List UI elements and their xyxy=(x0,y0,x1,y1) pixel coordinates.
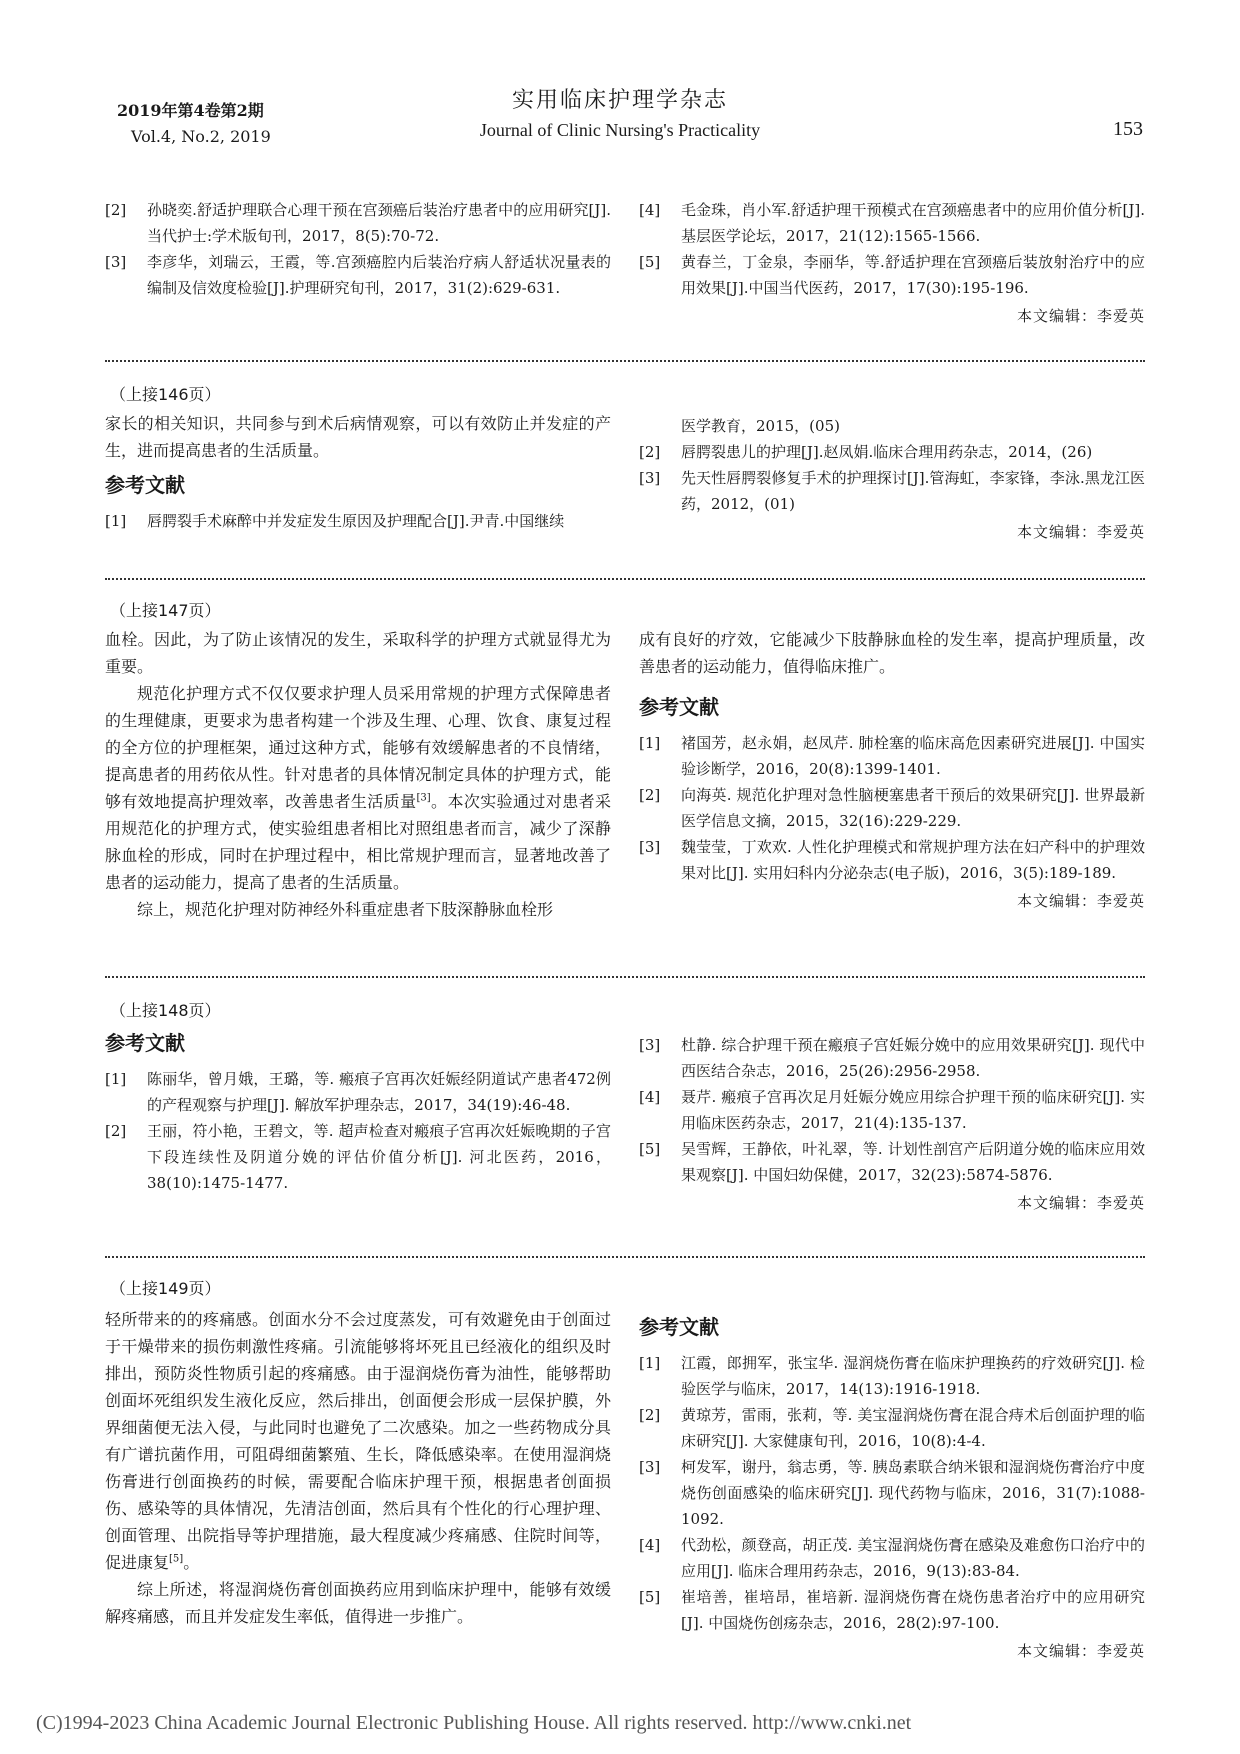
page-number: 153 xyxy=(1113,118,1143,140)
reference-item: [5] 黄春兰，丁金泉，李丽华，等.舒适护理在宫颈癌后装放射治疗中的应用效果[J].中国当代医药，2017，17(30):195-196. xyxy=(639,253,1145,297)
continued-label: （上接149页） xyxy=(110,1279,221,1298)
reference-item: [5] 吴雪辉，王静依，叶礼翠，等. 计划性剖宫产后阴道分娩的临床应用效果观察[J]. 中国妇幼保健，2017，32(23):5874-5876. xyxy=(639,1140,1145,1184)
editor-credit: 本文编辑：李爱英 xyxy=(1016,523,1145,541)
body-paragraph: 综上，规范化护理对防神经外科重症患者下肢深静脉血栓形 xyxy=(137,900,554,919)
reference-item: [2] 孙晓奕.舒适护理联合心理干预在宫颈癌后装治疗患者中的应用研究[J].当代护士:学术版旬刊，2017，8(5):70-72. xyxy=(105,201,611,245)
reference-item: [3] 先天性唇腭裂修复手术的护理探讨[J].管海虹，李家锋，李泳.黑龙江医药，2012，(01) xyxy=(639,469,1145,513)
reference-item: [5] 崔培善，崔培昂，崔培新. 湿润烧伤膏在烧伤患者治疗中的应用研究[J]. 中国烧伤创疡杂志，2016，28(2):97-100. xyxy=(639,1588,1145,1632)
section-divider xyxy=(105,578,1145,580)
reference-item: [3] 柯发军，谢丹，翁志勇，等. 胰岛素联合纳米银和湿润烧伤膏治疗中度烧伤创面感染的临床研究[J]. 现代药物与临床，2016，31(7):1088-1092. xyxy=(639,1458,1145,1528)
section-divider xyxy=(105,976,1145,978)
issue-en: Vol.4, No.2, 2019 xyxy=(131,127,271,146)
reference-item: [1] 陈丽华，曾月娥，王璐，等. 瘢痕子宫再次妊娠经阴道试产患者472例的产程观察与护理[J]. 解放军护理杂志，2017，34(19):46-48. xyxy=(105,1070,611,1114)
references-heading: 参考文献 xyxy=(639,1315,719,1339)
reference-item: [4] 聂芹. 瘢痕子宫再次足月妊娠分娩应用综合护理干预的临床研究[J]. 实用临床医药杂志，2017，21(4):135-137. xyxy=(639,1088,1145,1132)
editor-credit: 本文编辑：李爱英 xyxy=(1016,307,1145,325)
body-paragraph: 家长的相关知识，共同参与到术后病情观察，可以有效防止并发症的产生，进而提高患者的生活质量。 xyxy=(105,414,611,460)
journal-title-en: Journal of Clinic Nursing's Practicality xyxy=(479,120,761,140)
editor-credit: 本文编辑：李爱英 xyxy=(1016,892,1145,910)
sec2-left xyxy=(105,410,611,534)
issue-cn: 2019年第4卷第2期 xyxy=(117,101,264,120)
journal-title xyxy=(0,84,1240,142)
sec1-left-refs xyxy=(105,197,611,301)
reference-item: [1] 江霞，郎拥军，张宝华. 湿润烧伤膏在临床护理换药的疗效研究[J]. 检验医学与临床，2017，14(13):1916-1918. xyxy=(639,1354,1145,1398)
reference-item: [2] 黄琼芳，雷雨，张莉，等. 美宝湿润烧伤膏在混合痔术后创面护理的临床研究[J]. 大家健康旬刊，2016，10(8):4-4. xyxy=(639,1406,1145,1450)
reference-item: [2] 王丽，符小艳，王碧文，等. 超声检查对瘢痕子宫再次妊娠晚期的子宫下段连续性及阴道分娩的评估价值分析[J]. 河北医药，2016，38(10):1475-1477. xyxy=(105,1122,611,1192)
body-paragraph: 轻所带来的的疼痛感。创面水分不会过度蒸发，可有效避免由于创面过于干燥带来的损伤刺激性疼痛。引流能够将坏死且已经液化的组织及时排出，预防炎性物质引起的疼痛感。由于湿润烧伤膏为油性，能够帮助创面坏死组织发生液化反应，然后排出，创面便会形成一层保护膜，外界细菌便无法入侵，与此同时也避免了二次感染。加之一些药物成分具有广谱抗菌作用，可阻碍细菌繁殖、生长，降低感染率。在使用湿润烧伤膏进行创面换药的时候，需要配合临床护理干预，根据患者创面损伤、感染等的具体情况，先清洁创面，然后具有个性化的行心理护理、创面管理、出院指导等护理措施，最大程度减少疼痛感、住院时间等，促进康复[5]。 xyxy=(105,1310,611,1572)
continued-label: （上接147页） xyxy=(110,601,221,620)
body-paragraph: 规范化护理方式不仅仅要求护理人员采用常规的护理方式保障患者的生理健康，更要求为患者构建一个涉及生理、心理、饮食、康复过程的全方位的护理框架，通过这种方式，能够有效缓解患者的不良情绪，提高患者的用药依从性。针对患者的具体情况制定具体的护理方式，能够有效地提高护理效率，改善患者生活质量[3]。本次实验通过对患者采用规范化的护理方式，使实验组患者相比对照组患者而言，减少了深静脉血栓的形成，同时在护理过程中，相比常规护理而言，显著地改善了患者的运动能力，提高了患者的生活质量。 xyxy=(105,684,611,892)
reference-item: [3] 李彦华，刘瑞云，王霞，等.宫颈癌腔内后装治疗病人舒适状况量表的编制及信效度检验[J].护理研究旬刊，2017，31(2):629-631. xyxy=(105,253,611,297)
editor-credit: 本文编辑：李爱英 xyxy=(1016,1194,1145,1212)
reference-item: [3] 杜静. 综合护理干预在瘢痕子宫妊娠分娩中的应用效果研究[J]. 现代中西医结合杂志，2016，25(26):2956-2958. xyxy=(639,1036,1145,1080)
reference-item: 医学教育，2015，(05) xyxy=(681,417,840,435)
section-divider xyxy=(105,1256,1145,1258)
section-divider xyxy=(105,360,1145,362)
continued-label: （上接148页） xyxy=(110,1001,221,1020)
sec5-left xyxy=(105,1306,611,1630)
copyright-footer: (C)1994-2023 China Academic Journal Electronic Publishing House. All rights reserved. http://www.cnki.net xyxy=(36,1712,912,1734)
reference-item: [4] 毛金珠，肖小军.舒适护理干预模式在宫颈癌患者中的应用价值分析[J].基层医学论坛，2017，21(12):1565-1566. xyxy=(639,201,1145,245)
reference-item: [2] 唇腭裂患儿的护理[J].赵凤娟.临床合理用药杂志，2014，(26) xyxy=(639,443,1093,461)
references-heading: 参考文献 xyxy=(105,1031,185,1055)
sec2-right-refs xyxy=(639,413,1145,545)
body-paragraph: 成有良好的疗效，它能减少下肢静脉血栓的发生率，提高护理质量，改善患者的运动能力，值得临床推广。 xyxy=(639,630,1145,676)
sec3-left xyxy=(105,626,611,923)
sec3-right xyxy=(639,626,1145,914)
journal-title-cn: 实用临床护理学杂志 xyxy=(511,88,728,113)
sec5-right xyxy=(639,1306,1145,1664)
reference-item: [2] 向海英. 规范化护理对急性脑梗塞患者干预后的效果研究[J]. 世界最新医学信息文摘，2015，32(16):229-229. xyxy=(639,786,1145,830)
sec4-left xyxy=(105,1022,611,1196)
reference-item: [3] 魏莹莹，丁欢欢. 人性化护理模式和常规护理方法在妇产科中的护理效果对比[J]. 实用妇科内分泌杂志(电子版)，2016，3(5):189-189. xyxy=(639,838,1145,882)
reference-item: [1] 唇腭裂手术麻醉中并发症发生原因及护理配合[J].尹青.中国继续 xyxy=(105,512,565,530)
editor-credit: 本文编辑：李爱英 xyxy=(1016,1642,1145,1660)
body-paragraph: 综上所述，将湿润烧伤膏创面换药应用到临床护理中，能够有效缓解疼痛感，而且并发症发生率低，值得进一步推广。 xyxy=(105,1580,611,1626)
reference-item: [4] 代劲松，颜登高，胡正茂. 美宝湿润烧伤膏在感染及难愈伤口治疗中的应用[J]. 临床合理用药杂志，2016，9(13):83-84. xyxy=(639,1536,1145,1580)
continued-label: （上接146页） xyxy=(110,385,221,404)
sec1-right-refs xyxy=(639,197,1145,329)
sec4-right-refs xyxy=(639,1032,1145,1216)
references-heading: 参考文献 xyxy=(105,473,185,497)
reference-item: [1] 褚国芳，赵永娟，赵凤芹. 肺栓塞的临床高危因素研究进展[J]. 中国实验诊断学，2016，20(8):1399-1401. xyxy=(639,734,1145,778)
references-heading: 参考文献 xyxy=(639,695,719,719)
body-paragraph: 血栓。因此，为了防止该情况的发生，采取科学的护理方式就显得尤为重要。 xyxy=(105,630,611,676)
